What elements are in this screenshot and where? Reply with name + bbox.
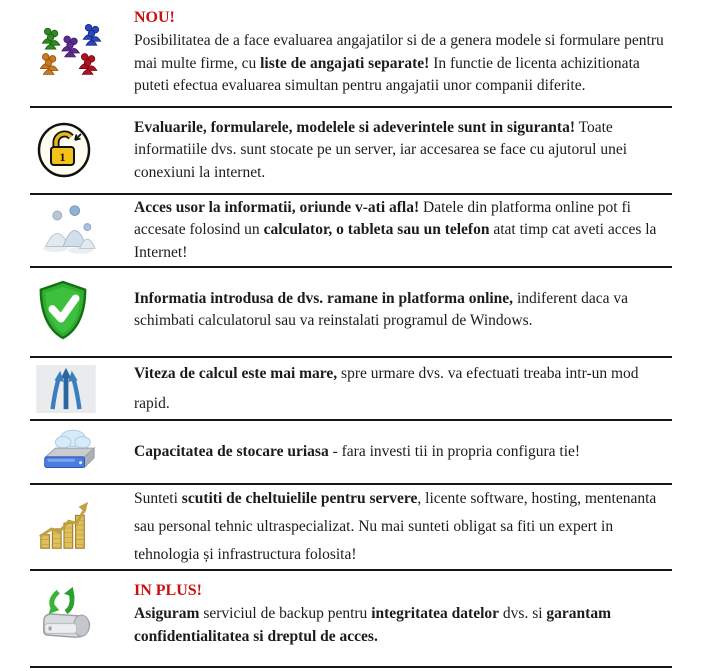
feature-text bbox=[134, 288, 672, 333]
feature-body: Asiguram serviciul de backup pentru integritatea datelor dvs. si garantam confidentialitatea si dreptul de acces. bbox=[134, 605, 611, 645]
people-network-icon bbox=[36, 203, 98, 259]
feature-text bbox=[134, 6, 672, 98]
feature-body: Capacitatea de stocare uriasa - fara investi tii in propria configura tie! bbox=[134, 443, 581, 461]
feature-text bbox=[134, 197, 672, 264]
feature-body: Evaluarile, formularele, modelele si adeverintele sunt in siguranta! Toate informatiile dvs. sunt stocate pe un server, iar accesarea se face cu ajutorul unei conexiuni la internet. bbox=[134, 118, 628, 181]
feature-row-backup bbox=[30, 571, 672, 668]
feature-row-costuri bbox=[30, 485, 672, 571]
icon-cell bbox=[30, 498, 134, 556]
feature-row-stocare bbox=[30, 421, 672, 485]
feature-row-nou bbox=[30, 0, 672, 108]
feature-row-platforma bbox=[30, 268, 672, 358]
padlock-icon bbox=[36, 121, 92, 179]
icon-cell bbox=[30, 203, 134, 259]
shield-check-icon bbox=[36, 280, 90, 340]
backup-drive-icon bbox=[36, 585, 96, 643]
feature-body: Sunteti scutiti de cheltuielile pentru servere, licente software, hosting, mentenanta sau personal tehnic ultraspecializat. Nu mai sunteti obligat sa fiti un expert in tehnologia și infrastructura folosita! bbox=[134, 490, 657, 564]
gold-chart-icon bbox=[36, 498, 92, 556]
storage-drive-icon bbox=[36, 425, 100, 479]
feature-body: Posibilitatea de a face evaluarea angajatilor si de a genera modele si formulare pentru mai multe firme, cu liste de angajati separate! In functie de licenta achizitionata puteti efectua evaluarea simultan pentru angajatii unor companii diferite. bbox=[134, 32, 664, 95]
feature-heading: NOU! bbox=[134, 9, 175, 26]
feature-text bbox=[134, 485, 672, 569]
icon-cell bbox=[30, 365, 134, 413]
feature-row-siguranta bbox=[30, 108, 672, 195]
feature-text bbox=[134, 117, 672, 184]
icon-cell bbox=[30, 121, 134, 179]
icon-cell bbox=[30, 23, 134, 81]
feature-text bbox=[134, 579, 672, 648]
feature-body: Informatia introdusa de dvs. ramane in platforma online, indiferent daca va schimbati calculatorul sau va reinstalati programul de Windows. bbox=[134, 289, 628, 330]
feature-row-viteza bbox=[30, 358, 672, 421]
icon-cell bbox=[30, 280, 134, 340]
feature-text bbox=[134, 441, 672, 463]
feature-body: Viteza de calcul este mai mare, spre urmare dvs. va efectuati treaba intr-un mod rapid. bbox=[134, 365, 639, 412]
people-groups-icon bbox=[36, 23, 110, 81]
feature-body: Acces usor la informatii, oriunde v-ati afla! Datele din platforma online pot fi accesate folosind un calculator, o tableta sau un telefon atat timp cat aveti acces la Internet! bbox=[134, 199, 657, 261]
feature-row-acces bbox=[30, 195, 672, 268]
speed-arrows-icon bbox=[36, 365, 96, 413]
feature-heading: IN PLUS! bbox=[134, 581, 203, 599]
icon-cell bbox=[30, 425, 134, 479]
icon-cell bbox=[30, 585, 134, 643]
svg-text:1: 1 bbox=[59, 150, 66, 165]
feature-text bbox=[134, 359, 672, 418]
